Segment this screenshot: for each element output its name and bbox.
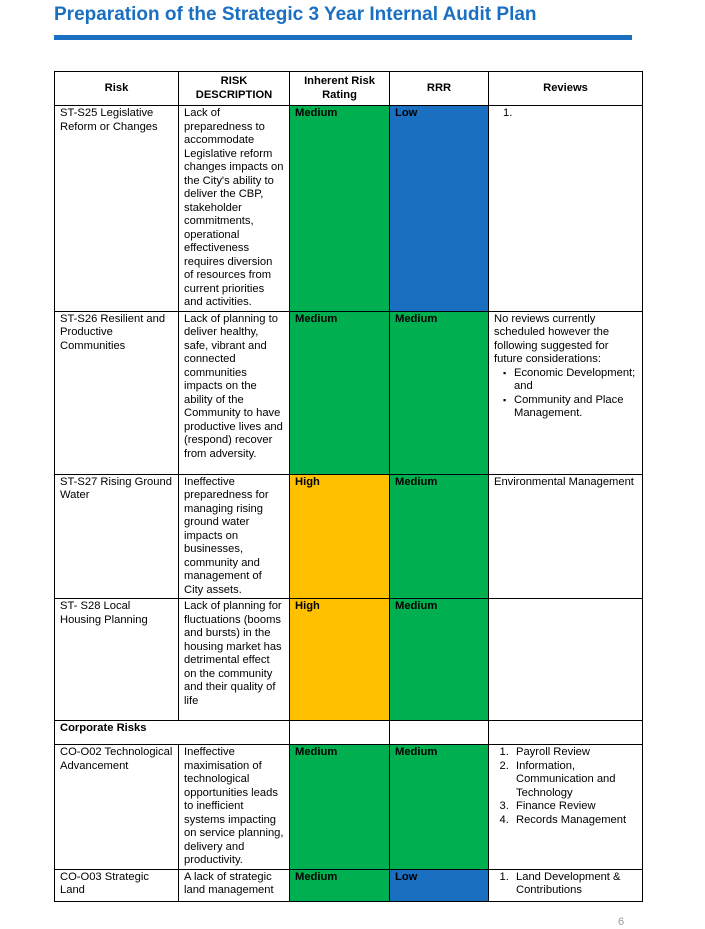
rrr-cell: Medium [390, 599, 489, 721]
reviews-item: 1. [503, 107, 513, 119]
reviews-intro: No reviews currently scheduled however the following suggested for future considerations: [494, 312, 610, 365]
inherent-rating-cell: Medium [290, 106, 390, 312]
page-number: 6 [618, 916, 625, 928]
list-item: 4. Records Management [512, 814, 637, 828]
rrr-cell: Low [390, 869, 489, 901]
reviews-cell [489, 599, 643, 721]
risk-cell: CO-O02 Technological Advancement [55, 745, 179, 870]
table-row [55, 869, 643, 901]
risk-cell: ST-S25 Legislative Reform or Changes [55, 106, 179, 312]
empty-cell [489, 721, 643, 745]
description-cell: Ineffective preparedness for managing rising ground water impacts on businesses, community and management of City assets. [179, 474, 290, 599]
description-cell: A lack of strategic land management [179, 869, 290, 901]
reviews-cell: Environmental Management [489, 474, 643, 599]
reviews-numbered-list [494, 871, 637, 898]
risk-cell: ST- S28 Local Housing Planning [55, 599, 179, 721]
risk-cell: ST-S26 Resilient and Productive Communities [55, 311, 179, 474]
description-cell: Ineffective maximisation of technological opportunities leads to inefficient systems impacting on service planning, delivery and productivity. [179, 745, 290, 870]
rrr-cell: Low [390, 106, 489, 312]
section-heading: Corporate Risks [55, 721, 290, 745]
reviews-cell [489, 745, 643, 870]
rrr-cell: Medium [390, 311, 489, 474]
list-item: ▪ Community and Place Management. [506, 394, 637, 421]
list-item: 2. Information, Communication and Technology [512, 760, 637, 801]
list-item: 3. Finance Review [512, 800, 637, 814]
description-cell: Lack of planning for fluctuations (booms and bursts) in the housing market has detrimental effect on the community and their quality of life [179, 599, 290, 721]
rrr-cell: Medium [390, 474, 489, 599]
title-underline [54, 35, 632, 40]
reviews-bullet-list [494, 367, 637, 421]
empty-cell [390, 721, 489, 745]
description-cell: Lack of planning to deliver healthy, safe, vibrant and connected communities impacts on the ability of the Community to have productive lives and (respond) recover from adversity. [179, 311, 290, 474]
inherent-rating-cell: High [290, 599, 390, 721]
header-risk: Risk [55, 72, 179, 106]
rrr-cell: Medium [390, 745, 489, 870]
audit-plan-table [54, 71, 643, 902]
risk-cell: ST-S27 Rising Ground Water [55, 474, 179, 599]
table-header-row [55, 72, 643, 106]
description-cell: Lack of preparedness to accommodate Legislative reform changes impacts on the City's ability to deliver the CBP, stakeholder commitments, operational effectiveness requires diversion of resources from current priorities and activities. [179, 106, 290, 312]
inherent-rating-cell: Medium [290, 311, 390, 474]
empty-cell [290, 721, 390, 745]
table-row [55, 106, 643, 312]
reviews-cell [489, 869, 643, 901]
header-inherent-rating: Inherent Risk Rating [290, 72, 390, 106]
header-description: RISK DESCRIPTION [179, 72, 290, 106]
table-row [55, 474, 643, 599]
inherent-rating-cell: High [290, 474, 390, 599]
page-title: Preparation of the Strategic 3 Year Internal Audit Plan [54, 4, 537, 25]
section-row [55, 721, 643, 745]
reviews-cell [489, 106, 643, 312]
reviews-cell [489, 311, 643, 474]
table-row [55, 745, 643, 870]
header-rrr: RRR [390, 72, 489, 106]
table-row [55, 599, 643, 721]
table-row [55, 311, 643, 474]
list-item: 1. Land Development & Contributions [512, 871, 637, 898]
inherent-rating-cell: Medium [290, 869, 390, 901]
header-reviews: Reviews [489, 72, 643, 106]
list-item: ▪ Economic Development; and [506, 367, 637, 394]
risk-cell: CO-O03 Strategic Land [55, 869, 179, 901]
list-item: 1. Payroll Review [512, 746, 637, 760]
inherent-rating-cell: Medium [290, 745, 390, 870]
reviews-numbered-list [494, 746, 637, 827]
